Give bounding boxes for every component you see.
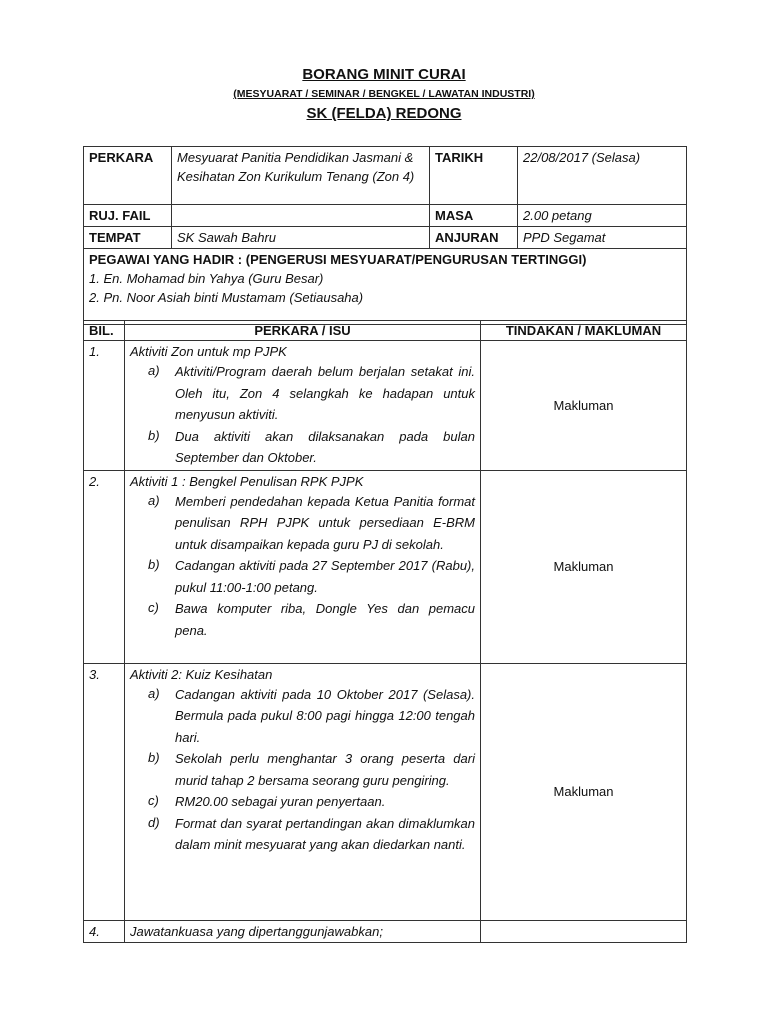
row-tindakan: Makluman bbox=[481, 341, 687, 471]
row-number: 2. bbox=[84, 470, 125, 663]
rujfail-label: RUJ. FAIL bbox=[84, 205, 172, 227]
sub-item-letter: c) bbox=[148, 600, 159, 615]
attendee-item: 2. Pn. Noor Asiah binti Mustamam (Setiausaha) bbox=[89, 290, 364, 305]
row-number: 4. bbox=[84, 920, 125, 942]
row-title: Jawatankuasa yang dipertanggunjawabkan; bbox=[130, 923, 383, 939]
minutes-row bbox=[84, 470, 687, 663]
row-title: Aktiviti Zon untuk mp PJPK bbox=[130, 344, 287, 359]
row-sub-item bbox=[148, 555, 475, 598]
row-number: 3. bbox=[84, 663, 125, 920]
sub-item-letter: d) bbox=[148, 814, 160, 830]
masa-label: MASA bbox=[430, 205, 518, 227]
row-sub-item bbox=[148, 361, 475, 426]
sub-item-letter: a) bbox=[148, 363, 160, 378]
minutes-row bbox=[84, 663, 687, 920]
row-sub-item bbox=[148, 598, 475, 641]
row-content bbox=[125, 470, 481, 663]
minutes-row bbox=[84, 920, 687, 942]
sub-item-letter: a) bbox=[148, 685, 160, 701]
tempat-value: SK Sawah Bahru bbox=[172, 227, 430, 249]
form-title: BORANG MINIT CURAI bbox=[302, 66, 466, 83]
tarikh-value: 22/08/2017 (Selasa) bbox=[518, 147, 687, 205]
row-content bbox=[125, 663, 481, 920]
sub-item-letter: b) bbox=[148, 750, 160, 765]
sub-item-letter: a) bbox=[148, 492, 160, 508]
sub-item-text: Cadangan aktiviti pada 27 September 2017 (Rabu), pukul 11:00-1:00 petang. bbox=[175, 558, 475, 595]
school-name: SK (FELDA) REDONG bbox=[306, 105, 462, 122]
row-sub-item bbox=[148, 491, 475, 556]
col-perkara-header: PERKARA / ISU bbox=[125, 321, 481, 341]
masa-value: 2.00 petang bbox=[518, 205, 687, 227]
minutes-row bbox=[84, 341, 687, 471]
perkara-label: PERKARA bbox=[84, 147, 172, 205]
sub-item-letter: b) bbox=[148, 557, 160, 572]
anjuran-value: PPD Segamat bbox=[518, 227, 687, 249]
form-subtitle: (MESYUARAT / SEMINAR / BENGKEL / LAWATAN INDUSTRI) bbox=[233, 88, 535, 100]
meeting-info-table bbox=[83, 146, 687, 325]
attendees-cell bbox=[84, 249, 687, 325]
row-content bbox=[125, 920, 481, 942]
attendees-heading: PEGAWAI YANG HADIR : (PENGERUSI MESYUARAT/PENGURUSAN TERTINGGI) bbox=[89, 252, 587, 267]
col-bil-header: BIL. bbox=[84, 321, 125, 341]
sub-item-text: RM20.00 sebagai yuran penyertaan. bbox=[175, 794, 386, 809]
perkara-value: Mesyuarat Panitia Pendidikan Jasmani & Kesihatan Zon Kurikulum Tenang (Zon 4) bbox=[172, 147, 430, 205]
sub-item-text: Dua aktiviti akan dilaksanakan pada bulan September dan Oktober. bbox=[175, 428, 475, 465]
sub-item-text: Sekolah perlu menghantar 3 orang peserta dari murid tahap 2 bersama seorang guru pengiring. bbox=[175, 751, 475, 788]
tempat-label: TEMPAT bbox=[84, 227, 172, 249]
row-tindakan: Makluman bbox=[481, 663, 687, 920]
row-sub-item bbox=[148, 748, 475, 791]
anjuran-label: ANJURAN bbox=[430, 227, 518, 249]
sub-item-text: Bawa komputer riba, Dongle Yes dan pemacu pena. bbox=[175, 601, 475, 638]
sub-item-text: Aktiviti/Program daerah belum berjalan setakat ini. Oleh itu, Zon 4 selangkah ke hadapan untuk menyusun aktiviti. bbox=[175, 364, 475, 422]
minutes-table bbox=[83, 320, 687, 943]
row-title: Aktiviti 2: Kuiz Kesihatan bbox=[130, 666, 273, 682]
row-tindakan: Makluman bbox=[481, 470, 687, 663]
row-title: Aktiviti 1 : Bengkel Penulisan RPK PJPK bbox=[130, 473, 364, 489]
row-sub-item bbox=[148, 813, 475, 856]
row-sub-item bbox=[148, 684, 475, 749]
attendee-item: 1. En. Mohamad bin Yahya (Guru Besar) bbox=[89, 271, 324, 286]
sub-item-letter: c) bbox=[148, 793, 159, 808]
sub-item-text: Memberi pendedahan kepada Ketua Panitia format penulisan RPH PJPK untuk persediaan E-BRM untuk disampaikan kepada guru PJ di sekolah. bbox=[175, 493, 475, 552]
rujfail-value bbox=[172, 205, 430, 227]
sub-item-text: Format dan syarat pertandingan akan dimaklumkan dalam minit mesyuarat yang akan diedarkan nanti. bbox=[175, 815, 475, 852]
col-tindakan-header: TINDAKAN / MAKLUMAN bbox=[481, 321, 687, 341]
row-content bbox=[125, 341, 481, 471]
tarikh-label: TARIKH bbox=[430, 147, 518, 205]
row-sub-item bbox=[148, 791, 475, 813]
row-number: 1. bbox=[84, 341, 125, 471]
sub-item-letter: b) bbox=[148, 427, 160, 443]
sub-item-text: Cadangan aktiviti pada 10 Oktober 2017 (Selasa). Bermula pada pukul 8:00 pagi hingga 12:00 tengah hari. bbox=[175, 686, 475, 745]
row-sub-item bbox=[148, 426, 475, 469]
row-tindakan bbox=[481, 920, 687, 942]
